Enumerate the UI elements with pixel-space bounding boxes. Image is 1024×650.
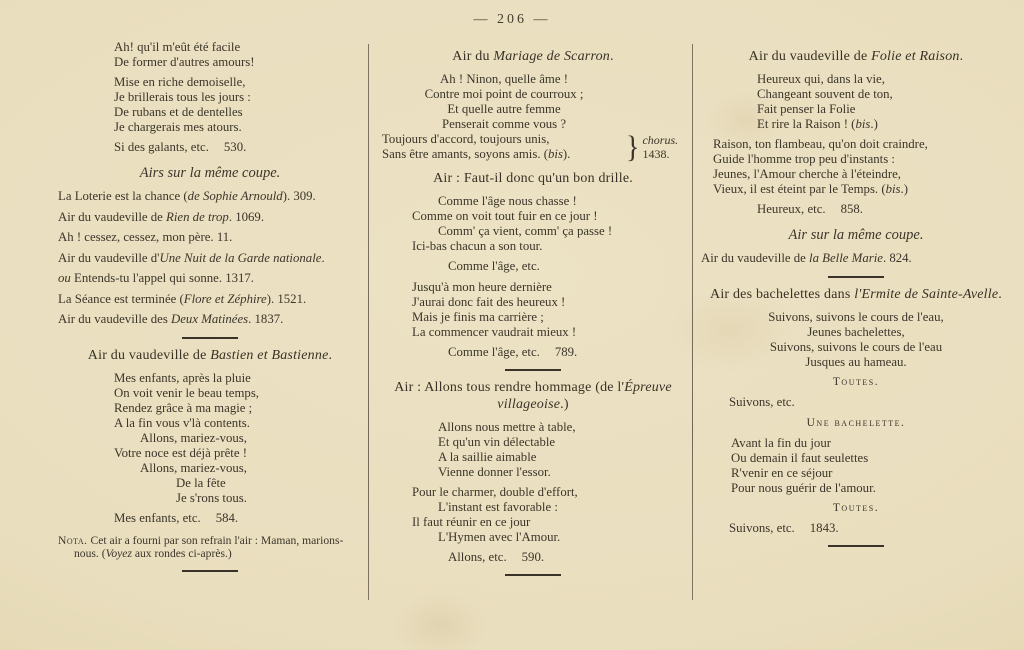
stanza: [58, 371, 362, 506]
verse-line: Vienne donner l'essor.: [438, 465, 551, 479]
text-segment: Mariage de Scarron: [493, 49, 610, 64]
verse-line: Il faut réunir en ce jour: [412, 515, 531, 529]
index-entry: [58, 210, 362, 226]
verse-line: A la fin vous v'là contents.: [114, 415, 250, 430]
verse-line: Mes enfants, après la pluie: [114, 370, 251, 385]
stanza: [58, 75, 362, 135]
verse-line: [382, 132, 626, 147]
text-segment: Air du vaudeville de: [87, 347, 211, 363]
stanza: [382, 485, 684, 545]
column-divider-left: [368, 44, 369, 600]
refrain-text: Suivons, etc.: [729, 394, 795, 409]
text-segment: ou: [58, 271, 71, 285]
text-segment: Air du vaudeville de: [701, 251, 810, 265]
refrain-line: [701, 202, 1011, 217]
text-segment: Air du vaudeville de: [748, 49, 872, 64]
column-divider-right: [692, 44, 693, 600]
verse-line: Ou demain il faut seulettes: [731, 450, 869, 465]
refrain-text: Heureux, etc.: [757, 202, 826, 216]
verse-line: Jeunes, l'Amour cherche à l'éteindre,: [713, 167, 901, 181]
index-entry: [58, 230, 362, 246]
song-heading: [701, 48, 1011, 65]
verse-line: [713, 182, 1011, 197]
verse-line: Je chargerais mes atours.: [114, 120, 242, 134]
stanza: [382, 420, 684, 480]
text-segment: . 824.: [882, 251, 912, 265]
air-heading-italic: Airs sur la même coupe.: [139, 165, 281, 181]
column-1: [58, 40, 362, 580]
verse-line: Avant la fin du jour: [731, 435, 831, 450]
text-segment: .): [900, 182, 908, 196]
text-segment: Air du vaudeville des: [58, 312, 172, 326]
refrain-number: 1843.: [809, 520, 839, 535]
stanza: [58, 40, 362, 70]
refrain-text: Mes enfants, etc.: [114, 510, 201, 525]
refrain-text: Si des galants, etc.: [114, 140, 209, 154]
verse-line: On voit venir le beau temps,: [114, 385, 259, 400]
verse-line: Jeunes bachelettes,: [807, 324, 905, 339]
text-segment: Allons, mariez-vous,: [140, 430, 247, 445]
verse-line: [412, 224, 684, 239]
text-segment: Folie et Raison: [871, 49, 960, 64]
refrain-text: Comme l'âge, etc.: [448, 345, 540, 359]
chorus-number: 1438.: [642, 147, 670, 161]
text-segment: Entends-tu l'appel qui sonne. 1317.: [70, 271, 255, 285]
text-segment: Sans être amants, soyons amis. (: [382, 147, 548, 161]
text-segment: Flore et Zéphire: [183, 291, 267, 306]
index-entry: [58, 251, 362, 267]
text-segment: Je s'rons tous.: [176, 490, 247, 505]
verse-line: [114, 476, 362, 491]
text-segment: La Loterie est la chance (: [58, 189, 188, 203]
verse-line: Et quelle autre femme: [447, 102, 561, 116]
index-entry: [701, 251, 1011, 267]
chorus-verse: [382, 72, 626, 132]
text-segment: La Séance est terminée (: [58, 291, 184, 306]
section-rule: [828, 276, 884, 278]
chorus-annotation: [642, 133, 678, 161]
verse-line: Rendez grâce à ma magie ;: [114, 400, 253, 415]
text-segment: Deux Matinées: [171, 312, 249, 326]
verse-line: [412, 500, 684, 515]
index-entry: [58, 312, 362, 328]
section-rule: [828, 545, 884, 547]
chorus-stanza: [382, 72, 684, 165]
text-segment: Air : Faut-il donc qu'un bon drille.: [433, 171, 633, 186]
verse-line: [114, 491, 362, 506]
verse-line: Jusques au hameau.: [805, 354, 907, 369]
text-segment: ). 309.: [282, 189, 316, 203]
text-segment: .: [321, 250, 325, 265]
text-segment: Rien de trop: [166, 209, 229, 224]
refrain-line: [58, 511, 362, 526]
refrain-line: [382, 259, 684, 274]
column-3: [701, 40, 1011, 555]
text-segment: Voyez: [105, 547, 132, 560]
verse-line: De former d'autres amours!: [114, 55, 255, 69]
refrain-line: [382, 550, 684, 565]
refrain-number: 789.: [554, 345, 578, 359]
song-heading: [382, 379, 684, 413]
verse-line: [412, 530, 684, 545]
section-rule: [505, 369, 561, 371]
text-segment: .: [609, 49, 614, 64]
verse-line: La commencer vaudrait mieux !: [412, 325, 577, 339]
stanza: [701, 72, 1011, 132]
verse-line: Comme on voit tout fuir en ce jour !: [412, 209, 598, 223]
verse-line: Je brillerais tous les jours :: [114, 90, 251, 104]
refrain-line: [701, 521, 1011, 536]
verse-line: Raison, ton flambeau, qu'on doit craindre,: [713, 137, 928, 151]
section-rule: [182, 570, 238, 572]
text-segment: Ah ! cessez, cessez, mon père. 11.: [58, 230, 233, 244]
verse-line: A la saillie aimable: [438, 450, 537, 464]
verse-line: Guide l'homme trop peu d'instants :: [713, 152, 895, 166]
text-segment: . 1069.: [228, 209, 265, 224]
stanza: [701, 137, 1011, 197]
speaker-label: Toutes.: [832, 501, 880, 514]
text-segment: Une Nuit de la Garde nationale: [159, 250, 322, 265]
stanza: [382, 194, 684, 254]
chorus-tail-row: [382, 129, 684, 165]
text-segment: la Belle Marie: [809, 251, 883, 265]
text-segment: aux rondes ci-après.): [131, 547, 232, 560]
text-segment: .): [560, 397, 569, 412]
verse-line: Fait penser la Folie: [757, 102, 856, 116]
verse-line: Suivons, suivons le cours de l'eau,: [768, 309, 944, 324]
stanza: [701, 310, 1011, 370]
verse-line: Pour nous guérir de l'amour.: [731, 480, 876, 495]
text-segment: .: [328, 347, 333, 363]
text-segment: bis: [547, 147, 563, 161]
nota-note: [58, 534, 362, 561]
text-segment: bis: [855, 117, 871, 131]
text-segment: L'instant est favorable :: [438, 500, 558, 514]
text-segment: .: [998, 286, 1002, 302]
text-segment: Air du vaudeville d': [58, 250, 160, 265]
refrain-number: 590.: [521, 550, 545, 564]
text-segment: Et rire la Raison ! (: [757, 117, 856, 131]
refrain-number: 858.: [840, 202, 863, 216]
verse-line: De rubans et de dentelles: [114, 105, 243, 119]
verse-line: Mais je finis ma carrière ;: [412, 310, 544, 324]
verse-line: R'venir en ce séjour: [731, 465, 833, 480]
chorus-label: chorus.: [642, 133, 679, 147]
verse-line: Contre moi point de courroux ;: [424, 87, 584, 101]
verse-line: Ah ! Ninon, quelle âme !: [440, 72, 568, 86]
verse-line: Heureux qui, dans la vie,: [757, 72, 885, 86]
song-heading: [382, 170, 684, 187]
verse-line: Penserait comme vous ?: [441, 117, 567, 131]
text-segment: De la fête: [176, 475, 226, 490]
text-segment: Comm' ça vient, comm' ça passe !: [438, 224, 613, 238]
text-segment: Nota.: [58, 533, 88, 547]
song-heading: [701, 286, 1011, 303]
verse-line: [114, 431, 362, 446]
refrain-line: [58, 140, 362, 155]
text-segment: Bastien et Bastienne: [210, 347, 329, 363]
text-segment: ). 1521.: [266, 291, 307, 306]
text-segment: Toujours d'accord, toujours unis,: [382, 132, 550, 146]
verse-line: Suivons, suivons le cours de l'eau: [769, 339, 943, 354]
text-segment: Épreuve villageoise: [497, 380, 672, 412]
refrain-text: Comme l'âge, etc.: [448, 259, 540, 273]
stanza: [701, 436, 1011, 496]
verse-line: J'aurai donc fait des heureux !: [412, 295, 566, 309]
refrain-line: [701, 395, 1011, 410]
verse-line: Allons nous mettre à table,: [438, 420, 576, 434]
song-heading: [58, 347, 362, 364]
speaker-label: Une bachelette.: [806, 416, 906, 429]
text-segment: Air du: [452, 49, 494, 64]
stanza: [382, 280, 684, 340]
text-segment: .: [959, 49, 964, 64]
verse-line: [757, 117, 1011, 132]
index-entry: [58, 271, 362, 287]
text-segment: l'Ermite de Sainte-Avelle: [854, 286, 999, 302]
verse-line: Jusqu'à mon heure dernière: [412, 280, 552, 294]
text-segment: Air du vaudeville de: [58, 209, 167, 224]
text-segment: bis: [885, 182, 901, 196]
text-segment: Comme l'âge nous chasse !: [438, 194, 577, 208]
text-segment: L'Hymen avec l'Amour.: [438, 530, 561, 544]
verse-line: Ah! qu'il m'eût été facile: [114, 40, 241, 54]
verse-line: Changeant souvent de ton,: [757, 87, 893, 101]
refrain-number: 530.: [223, 140, 247, 154]
text-segment: ).: [562, 147, 571, 161]
verse-line: Pour le charmer, double d'effort,: [412, 485, 578, 499]
column-2: [382, 40, 684, 584]
air-heading-italic: Air sur la même coupe.: [788, 227, 924, 243]
verse-line: [382, 147, 626, 162]
section-rule: [505, 574, 561, 576]
section-rule: [182, 337, 238, 339]
refrain-line: [382, 345, 684, 360]
text-segment: Vieux, il est éteint par le Temps. (: [713, 182, 886, 196]
verse-line: Votre noce est déjà prête !: [114, 445, 248, 460]
verse-line: Et qu'un vin délectable: [438, 435, 556, 449]
refrain-number: 584.: [215, 510, 239, 525]
index-entry: [58, 292, 362, 308]
song-heading: [382, 48, 684, 65]
verse-line: Mise en riche demoiselle,: [114, 75, 246, 89]
verse-line: [412, 194, 684, 209]
text-segment: de Sophie Arnould: [187, 189, 283, 203]
text-segment: Allons, mariez-vous,: [140, 460, 247, 475]
refrain-text: Allons, etc.: [448, 550, 507, 564]
speaker-label: Toutes.: [832, 375, 880, 388]
text-segment: Cet air a fourni par son refrain l'air : Maman, marions-nous. (: [74, 533, 344, 560]
index-entry: [58, 189, 362, 205]
text-segment: . 1837.: [248, 312, 284, 326]
text-segment: Air des bachelettes dans: [710, 286, 855, 302]
chorus-brace: }: [626, 129, 640, 165]
text-segment: Air : Allons tous rendre hommage (de l': [394, 380, 625, 395]
page-number: — 206 —: [473, 12, 551, 27]
verse-line: Ici-bas chacun a son tour.: [412, 239, 543, 253]
chorus-tail-lines: [382, 132, 626, 162]
verse-line: [114, 461, 362, 476]
refrain-text: Suivons, etc.: [729, 520, 795, 535]
text-segment: .): [870, 117, 878, 131]
